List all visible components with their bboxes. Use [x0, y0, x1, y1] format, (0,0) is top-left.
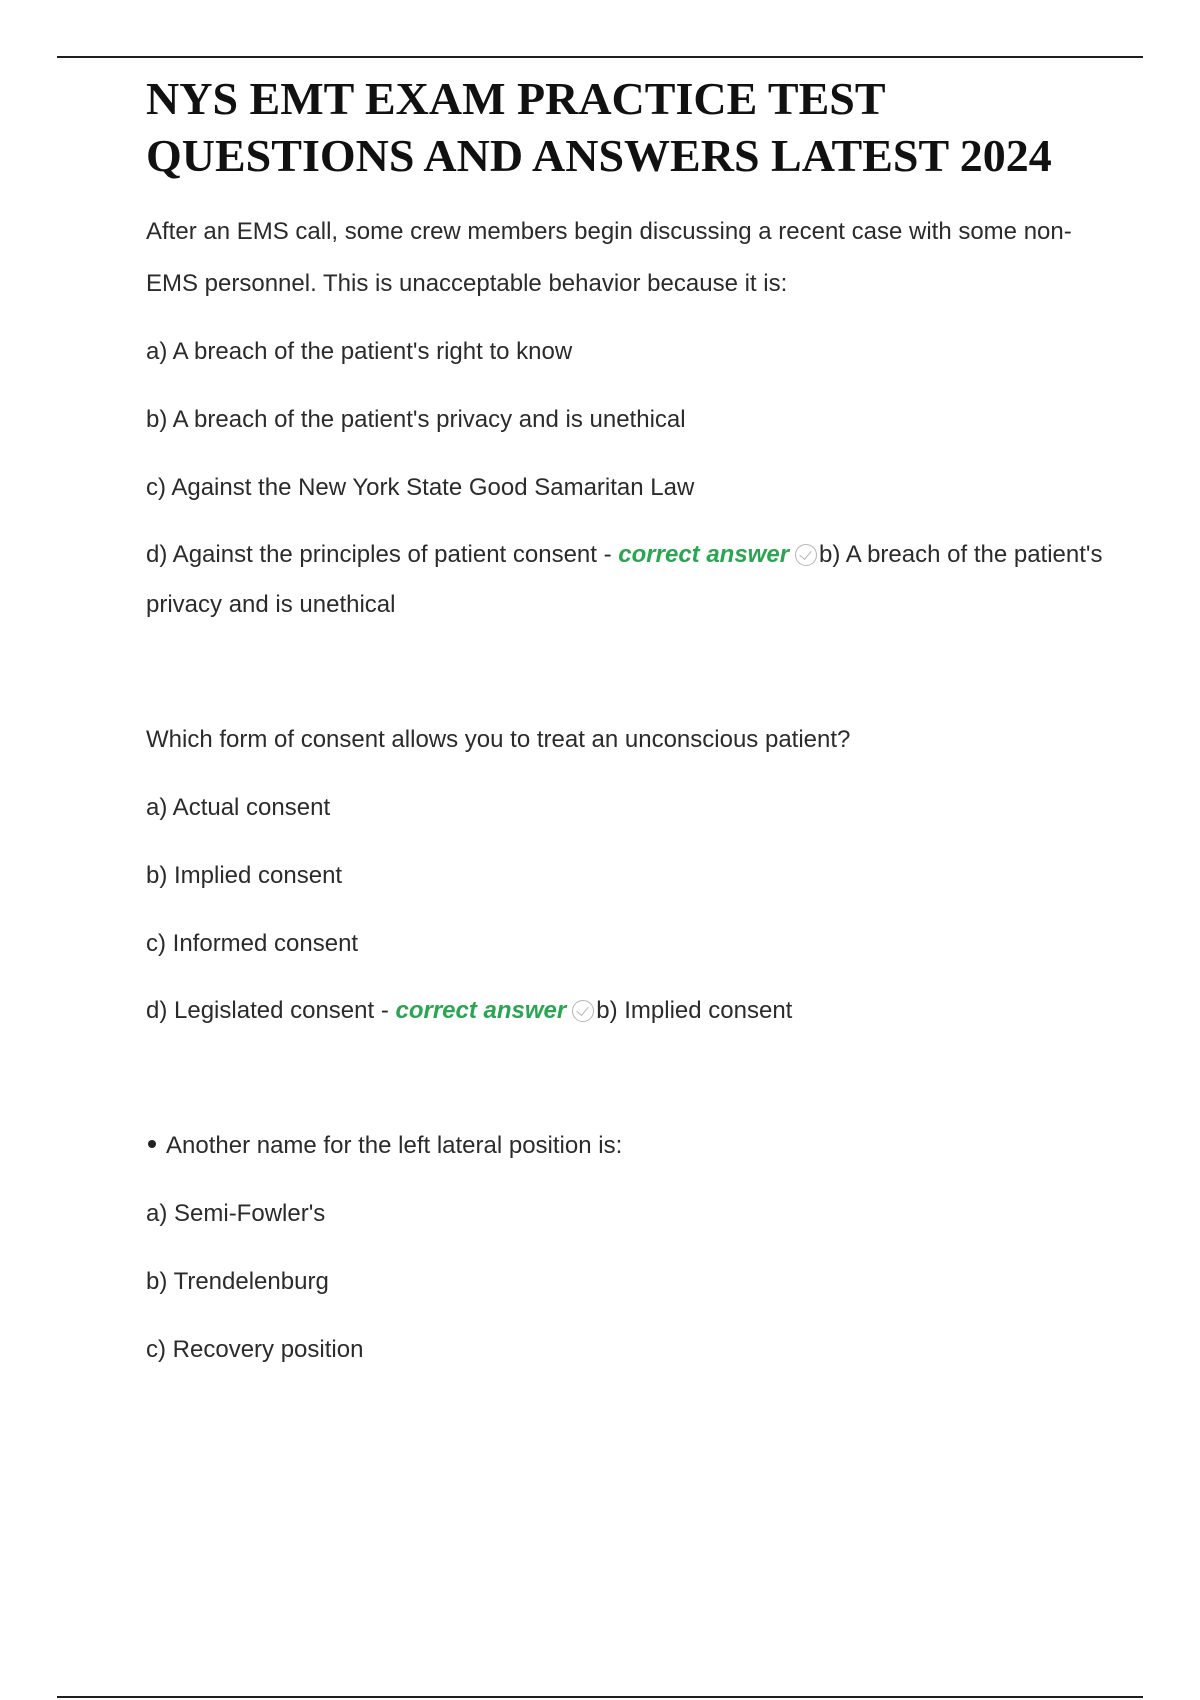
document-title: NYS EMT EXAM PRACTICE TEST QUESTIONS AND ANSWERS LATEST 2024 — [146, 73, 1052, 181]
top-rule — [57, 56, 1143, 58]
document-body — [146, 70, 1106, 1376]
option-c: c) Against the New York State Good Samaritan Law — [146, 474, 695, 501]
option-b: b) Trendelenburg — [146, 1268, 329, 1295]
question-block-1 — [146, 206, 1106, 630]
question-prompt — [146, 1120, 1106, 1172]
check-circle-icon — [572, 1000, 594, 1022]
question-prompt: After an EMS call, some crew members begin discussing a recent case with some non-EMS personnel. This is unacceptable behavior because it is: — [146, 218, 1072, 297]
option-b: b) Implied consent — [146, 862, 343, 889]
option-a: a) Semi-Fowler's — [146, 1200, 326, 1227]
question-block-3 — [146, 1120, 1106, 1376]
option-c: c) Informed consent — [146, 930, 359, 957]
check-circle-icon — [795, 544, 817, 566]
option-d: d) Legislated consent - — [146, 997, 389, 1024]
correct-answer-label: correct answer — [618, 541, 790, 568]
correct-answer-text: b) A breach of the patient's privacy and is unethical — [146, 541, 1103, 618]
bottom-rule — [57, 1696, 1143, 1698]
question-block-2 — [146, 714, 1106, 1036]
option-d: d) Against the principles of patient consent - — [146, 541, 612, 568]
bullet-icon — [148, 1140, 156, 1148]
correct-answer-label: correct answer — [395, 997, 567, 1024]
question-prompt-text: Another name for the left lateral position is: — [166, 1132, 623, 1159]
option-d-with-answer — [146, 986, 1106, 1036]
option-a: a) A breach of the patient's right to know — [146, 338, 573, 365]
question-prompt: Which form of consent allows you to treat an unconscious patient? — [146, 726, 851, 753]
option-b: b) A breach of the patient's privacy and is unethical — [146, 406, 686, 433]
correct-answer-text: b) Implied consent — [596, 997, 793, 1024]
option-d-with-answer — [146, 530, 1106, 630]
option-c: c) Recovery position — [146, 1336, 364, 1363]
option-a: a) Actual consent — [146, 794, 331, 821]
